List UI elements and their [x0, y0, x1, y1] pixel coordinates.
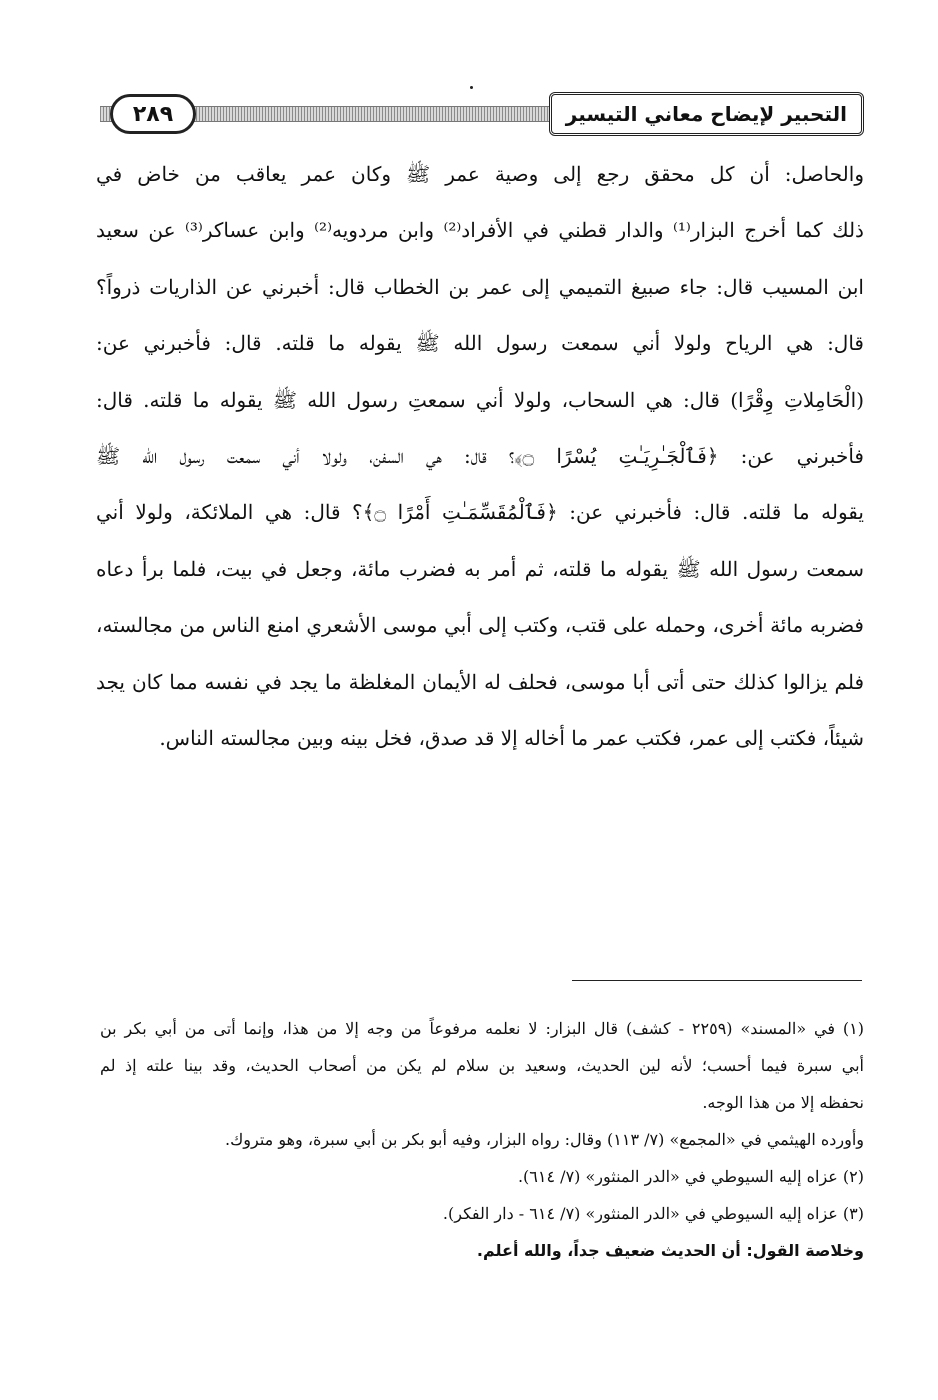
page-header — [100, 92, 862, 136]
footnote-line: أبي سبرة فيما أحسب؛ لأنه لين الحديث، وسعيد بن سلام لم يكن من أصحاب الحديث، وقد بينا علته إذ لم — [100, 1056, 864, 1075]
footnote-separator — [572, 980, 862, 981]
header-dot — [470, 86, 473, 89]
text-line: ابن المسيب قال: جاء صبيغ التميمي إلى عمر بن الخطاب قال: أخبرني عن الذاريات ذرواً؟ — [96, 274, 864, 299]
text-line: والحاصل: أن كل محقق رجع إلى وصية عمر ﷺ وكان عمر يعاقب من خاض في — [96, 162, 864, 186]
footnote-line: (١) في «المسند» (٢٢٥٩ - كشف) قال البزار: لا نعلمه مرفوعاً من وجه إلا من هذا، وإنما أتى من أبي بكر بن — [100, 1019, 864, 1038]
footnotes — [100, 1010, 864, 1269]
footnote-line: (٣) عزاه إليه السيوطي في «الدر المنثور» (٧/ ٦١٤ - دار الفكر). — [442, 1204, 864, 1223]
footnote-line: (٢) عزاه إليه السيوطي في «الدر المنثور» (٧/ ٦١٤). — [517, 1167, 864, 1186]
text-line: فأخبرني عن: ﴿فَٱلْجَـٰرِيَـٰتِ يُسْرًا ۝﴾؟ قال: هي السفن، ولولا أني سمعت رسول الله ﷺ — [96, 443, 864, 468]
footnote-line: نحفظه إلا من هذا الوجه. — [702, 1093, 864, 1112]
conclusion-line: وخلاصة القول: أن الحديث ضعيف جداً، والله أعلم. — [476, 1241, 864, 1260]
text-line: ذلك كما أخرج البزار⁽¹⁾ والدار قطني في الأفراد⁽²⁾ وابن مردويه⁽²⁾ وابن عساكر⁽³⁾ عن سعيد — [96, 218, 864, 243]
text-line: سمعت رسول الله ﷺ يقوله ما قلته، ثم أمر به فضرب مائة، وجعل في بيت، فلما برأ دعاه — [96, 556, 864, 581]
text-line: شيئاً، فكتب إلى عمر، فكتب عمر ما أخاله إلا قد صدق، فخل بينه وبين مجالسته الناس. — [159, 725, 864, 750]
text-line: فلم يزالوا كذلك حتى أتى أبا موسى، فحلف له الأيمان المغلظة ما يجد في نفسه مما كان يجد — [96, 669, 864, 694]
text-line: (الْحَامِلاتِ وِقْرًا) قال: هي السحاب، ولولا أني سمعتِ رسول الله ﷺ يقوله ما قلته. قال: — [96, 387, 864, 412]
text-line: يقوله ما قلته. قال: فأخبرني عن: ﴿فَٱلْمُقَسِّمَـٰتِ أَمْرًا ۝﴾؟ قال: هي الملائكة، ولولا أني — [96, 500, 864, 525]
text-line: قال: هي الرياح ولولا أني سمعت رسول الله ﷺ يقوله ما قلته. قال: فأخبرني عن: — [96, 331, 864, 356]
page-number: ٢٨٩ — [110, 94, 196, 134]
footnote-line: وأورده الهيثمي في «المجمع» (٧/ ١١٣) وقال: رواه البزار، وفيه أبو بكر بن أبي سبرة، وهو متروك. — [225, 1130, 864, 1149]
book-title: التحبير لإيضاح معاني التيسير — [549, 92, 864, 136]
text-line: فضربه مائة أخرى، وحمله على قتب، وكتب إلى أبي موسى الأشعري امنع الناس من مجالسته، — [96, 613, 864, 638]
main-text — [96, 146, 864, 766]
